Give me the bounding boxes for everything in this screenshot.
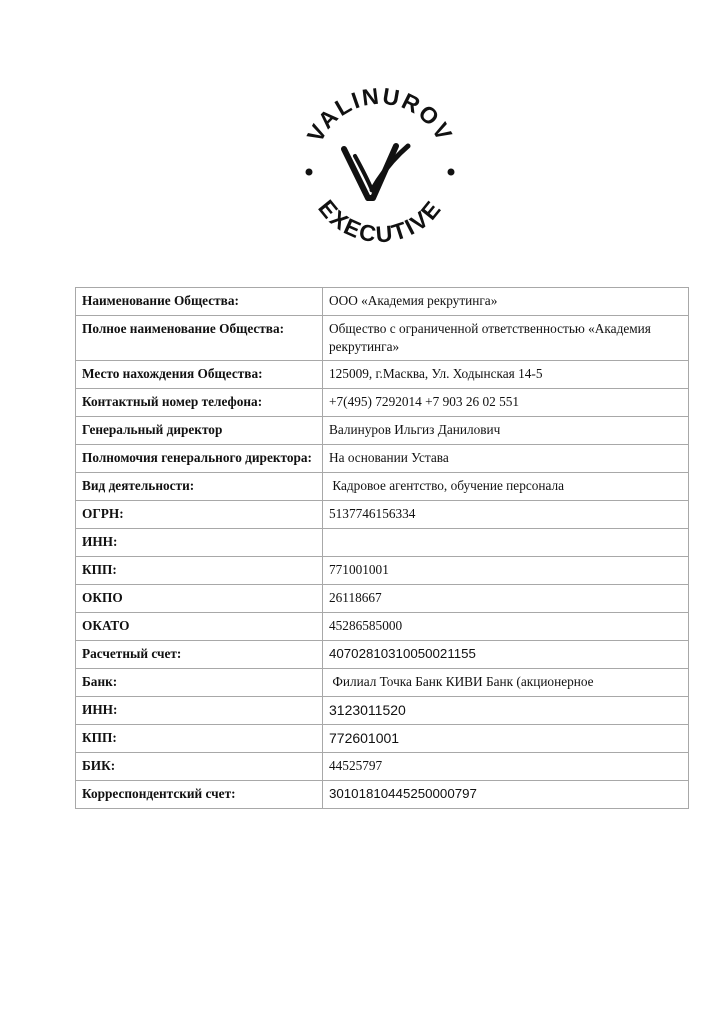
table-row xyxy=(76,473,689,501)
table-row xyxy=(76,669,689,697)
row-label: БИК: xyxy=(76,753,323,781)
row-value: 30101810445250000797 xyxy=(323,781,689,809)
table-row xyxy=(76,781,689,809)
row-label: Вид деятельности: xyxy=(76,473,323,501)
table-row xyxy=(76,288,689,316)
row-label: ОКАТО xyxy=(76,613,323,641)
row-value: 125009, г.Масква, Ул. Ходынская 14-5 xyxy=(323,361,689,389)
row-value: Кадровое агентство, обучение персонала xyxy=(323,473,689,501)
row-label: Расчетный счет: xyxy=(76,641,323,669)
row-value: Филиал Точка Банк КИВИ Банк (акционерное xyxy=(323,669,689,697)
table-row xyxy=(76,613,689,641)
table-row xyxy=(76,753,689,781)
row-value: 26118667 xyxy=(323,585,689,613)
requisites-table xyxy=(75,287,689,809)
table-row xyxy=(76,361,689,389)
row-value: 771001001 xyxy=(323,557,689,585)
row-label: Корреспондентский счет: xyxy=(76,781,323,809)
row-value: Общество с ограниченной ответственностью «Академия рекрутинга» xyxy=(323,316,689,361)
table-row xyxy=(76,316,689,361)
table-row xyxy=(76,389,689,417)
row-label: Полное наименование Общества: xyxy=(76,316,323,361)
row-label: Полномочия генерального директора: xyxy=(76,445,323,473)
row-label: ОГРН: xyxy=(76,501,323,529)
logo-v-mark xyxy=(344,146,408,198)
row-value: ООО «Академия рекрутинга» xyxy=(323,288,689,316)
row-label: КПП: xyxy=(76,725,323,753)
row-label: ИНН: xyxy=(76,697,323,725)
table-row xyxy=(76,557,689,585)
table-row xyxy=(76,725,689,753)
row-value: 45286585000 xyxy=(323,613,689,641)
logo-bottom-text: EXECUTIVE xyxy=(313,194,447,248)
row-value: 5137746156334 xyxy=(323,501,689,529)
logo-top-text: VALINUROV xyxy=(301,82,459,147)
table-row xyxy=(76,417,689,445)
row-label: Банк: xyxy=(76,669,323,697)
valinurov-executive-emblem xyxy=(292,80,468,256)
row-label: Место нахождения Общества: xyxy=(76,361,323,389)
logo-left-dot xyxy=(306,169,313,176)
row-label: Контактный номер телефона: xyxy=(76,389,323,417)
row-value: На основании Устава xyxy=(323,445,689,473)
table-row xyxy=(76,585,689,613)
row-value: 44525797 xyxy=(323,753,689,781)
table-row xyxy=(76,501,689,529)
row-value: 3123011520 xyxy=(323,697,689,725)
row-value: Валинуров Ильгиз Данилович xyxy=(323,417,689,445)
table-row xyxy=(76,445,689,473)
table-row xyxy=(76,529,689,557)
row-value: +7(495) 7292014 +7 903 26 02 551 xyxy=(323,389,689,417)
row-label: ИНН: xyxy=(76,529,323,557)
row-value: 40702810310050021155 xyxy=(323,641,689,669)
company-logo xyxy=(292,80,468,256)
row-label: ОКПО xyxy=(76,585,323,613)
row-label: Генеральный директор xyxy=(76,417,323,445)
row-value: 772601001 xyxy=(323,725,689,753)
row-label: Наименование Общества: xyxy=(76,288,323,316)
table-row xyxy=(76,697,689,725)
table-row xyxy=(76,641,689,669)
row-value xyxy=(323,529,689,557)
logo-right-dot xyxy=(448,169,455,176)
row-label: КПП: xyxy=(76,557,323,585)
